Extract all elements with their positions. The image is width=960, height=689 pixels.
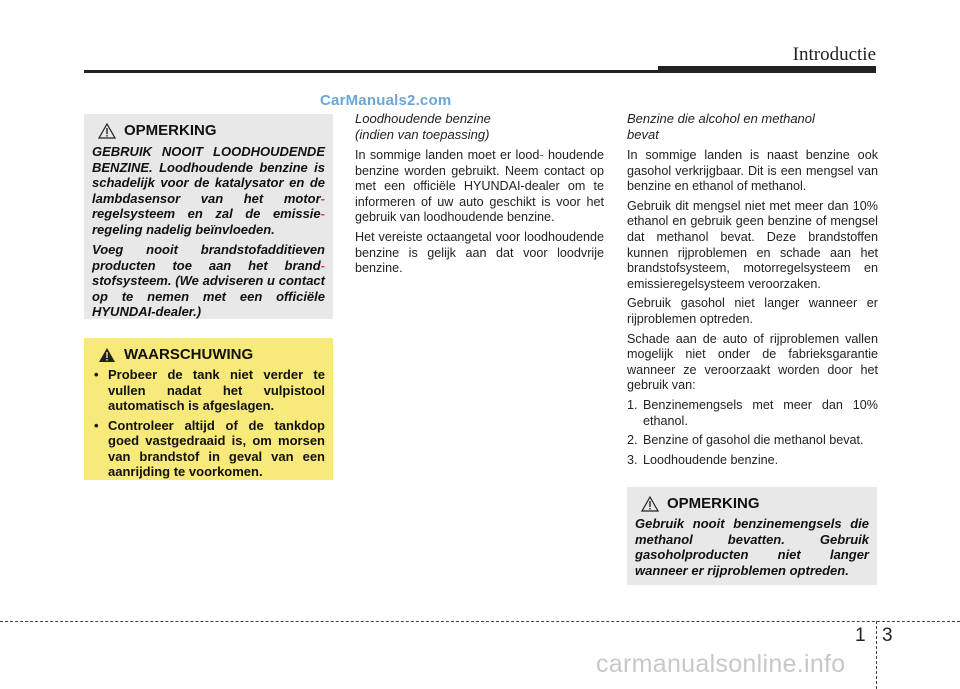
body-paragraph: Schade aan de auto of rijproblemen vallen mogelijk niet onder de fabrieksgarantie wanneer ze veroorzaakt worden door het gebruik van: [627, 331, 878, 393]
section-alcohol-fuel [627, 111, 878, 472]
body-text-part: houdende benzine worden gebruikt. Neem contact op met een officiële HYUNDAI-dealer om te informeren of uw auto geschikt is voor het gebruik van loodhoudende benzine. [355, 148, 604, 225]
list-item [627, 398, 878, 429]
heading-line: bevat [627, 126, 659, 142]
footer-rule [0, 621, 960, 622]
footer-divider [876, 621, 877, 689]
watermark-carmanuals: CarManuals2.com [320, 92, 452, 109]
warning-box-title [98, 346, 325, 363]
numbered-list [627, 398, 878, 468]
heading-line: Benzine die alcohol en methanol [627, 111, 815, 126]
body-paragraph: In sommige landen is naast benzine ook gasohol verkrijgbaar. Dit is een mengsel van benzine en ethanol of methanol. [627, 148, 878, 194]
caution-triangle-icon [98, 123, 116, 139]
note-paragraph-methanol: Gebruik nooit benzinemengsels die methanol bevatten. Gebruik gasoholproducten niet langer wanneer er rijproblemen optreden. [635, 516, 869, 578]
body-paragraph: Gebruik dit mengsel niet met meer dan 10% ethanol en gebruik geen benzine of mengsel dat methanol bevat. Deze brandstoffen kunnen rijproblemen en schade aan het brandstofsysteem, motorregelsysteem en emissieregelsysteem veroorzaken. [627, 198, 878, 291]
warning-title-text: WAARSCHUWING [124, 346, 254, 363]
note-text-part: stofsysteem. (We adviseren u contact op te nemen met een officiële HYUNDAI-dealer.) [92, 273, 325, 319]
body-paragraph: Het vereiste octaangetal voor loodhoudende benzine is gelijk aan dat voor loodvrije benzine. [355, 229, 604, 276]
header-rule [84, 70, 666, 73]
note-text-part: regeling nadelig beïnvloeden. [92, 221, 275, 237]
note-box-title [98, 122, 325, 139]
list-number: 2. [627, 433, 638, 448]
chapter-number: 1 [855, 625, 866, 646]
caution-triangle-icon [641, 496, 659, 512]
heading-line: (indien van toepassing) [355, 126, 490, 142]
list-text: Loodhoudende benzine. [643, 452, 779, 467]
page-section-title: Introductie [792, 44, 876, 65]
hyphen-mark: - [320, 206, 325, 221]
note-box-lead [84, 114, 333, 319]
note-text-part: GEBRUIK NOOIT LOODHOUDENDE BENZINE. Loodhoudende benzine is schadelijk voor de katalysator en de lambdasensor van het motor [92, 144, 325, 206]
warning-box [84, 338, 333, 480]
section-heading [627, 111, 878, 142]
list-text: Benzine of gasohol die methanol bevat. [643, 433, 864, 448]
section-heading [355, 111, 604, 142]
list-item [627, 433, 878, 449]
note-title-text: OPMERKING [667, 495, 760, 512]
warning-item: • Probeer de tank niet verder te vullen nadat het vulpistool automatisch is afgeslagen. [92, 367, 325, 414]
body-text-part: In sommige landen moet er lood [355, 148, 540, 162]
list-number: 1. [627, 397, 638, 412]
warning-list [92, 367, 325, 480]
warning-item: • Controleer altijd of de tankdop goed vastgedraaid is, om morsen van brandstof in geval van een aanrijding te voorkomen. [92, 418, 325, 480]
warning-triangle-icon [98, 347, 116, 363]
note-text-part: Voeg nooit brandstofadditieven producten toe aan het brand [92, 242, 325, 273]
note-title-text: OPMERKING [124, 122, 217, 139]
body-paragraph [355, 148, 604, 226]
watermark-carmanualsonline: carmanualsonline.info [596, 650, 846, 678]
hyphen-mark: - [320, 190, 325, 206]
note-paragraph-additives [92, 242, 325, 320]
hyphen-mark: - [539, 148, 544, 162]
section-leaded-fuel [355, 111, 604, 277]
page-number: 3 [882, 625, 893, 646]
list-number: 3. [627, 452, 638, 467]
hyphen-mark: - [320, 257, 325, 273]
heading-line: Loodhoudende benzine [355, 111, 491, 126]
note-text-part: regelsysteem en zal de emissie [92, 206, 321, 221]
note-box-methanol [627, 487, 877, 585]
note-paragraph-leaded-fuel [92, 144, 325, 237]
body-paragraph: Gebruik gasohol niet langer wanneer er rijproblemen optreden. [627, 296, 878, 326]
note-box-title [641, 495, 869, 512]
list-item [627, 453, 878, 469]
header-rule-bold [658, 66, 876, 73]
list-text: Benzinemengsels met meer dan 10% ethanol. [643, 397, 878, 428]
